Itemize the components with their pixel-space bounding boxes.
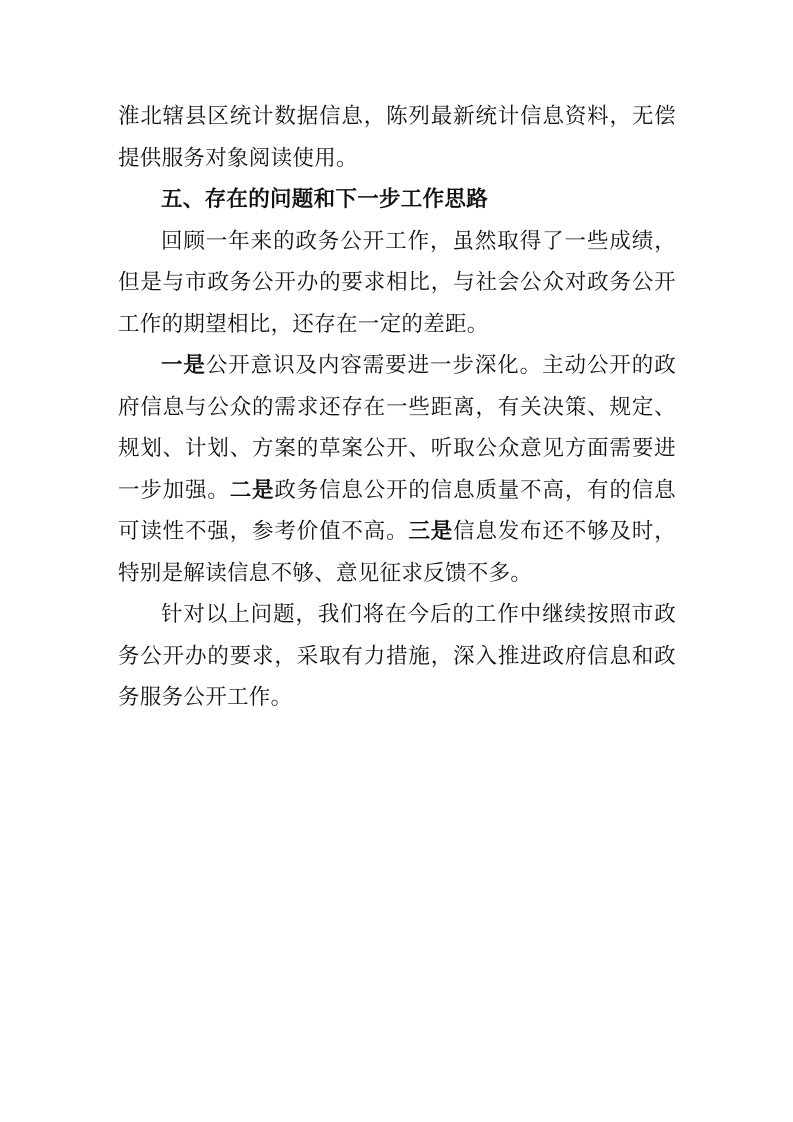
issue-label-second: 二是 bbox=[229, 477, 275, 503]
issue-label-first: 一是 bbox=[161, 353, 206, 378]
issue-label-third: 三是 bbox=[408, 519, 454, 544]
issues-paragraph bbox=[118, 345, 676, 594]
issue-text-first: 公开意识及内容需要进一步深化。主动公开的政府信息与公众的需求还存在一些距离，有关决策、规定、规划、计划、方案的草案公开、听取公众意见方面需要进一步加强。 bbox=[118, 353, 676, 503]
closing-paragraph: 针对以上问题，我们将在今后的工作中继续按照市政务公开办的要求，采取有力措施，深入推进政府信息和政务服务公开工作。 bbox=[118, 602, 676, 710]
review-paragraph: 回顾一年来的政务公开工作，虽然取得了一些成绩，但是与市政务公开办的要求相比，与社会公众对政务公开工作的期望相比，还存在一定的差距。 bbox=[118, 228, 676, 337]
issue-text-third: 信息发布还不够及时，特别是解读信息不够、意见征求反馈不多。 bbox=[118, 519, 676, 586]
intro-paragraph: 淮北辖县区统计数据信息，陈列最新统计信息资料，无偿提供服务对象阅读使用。 bbox=[118, 104, 676, 171]
issue-text-second: 政务信息公开的信息质量不高，有的信息可读性不强，参考价值不高。 bbox=[118, 477, 676, 544]
document-page bbox=[118, 96, 676, 719]
section-heading: 五、存在的问题和下一步工作思路 bbox=[161, 187, 489, 212]
